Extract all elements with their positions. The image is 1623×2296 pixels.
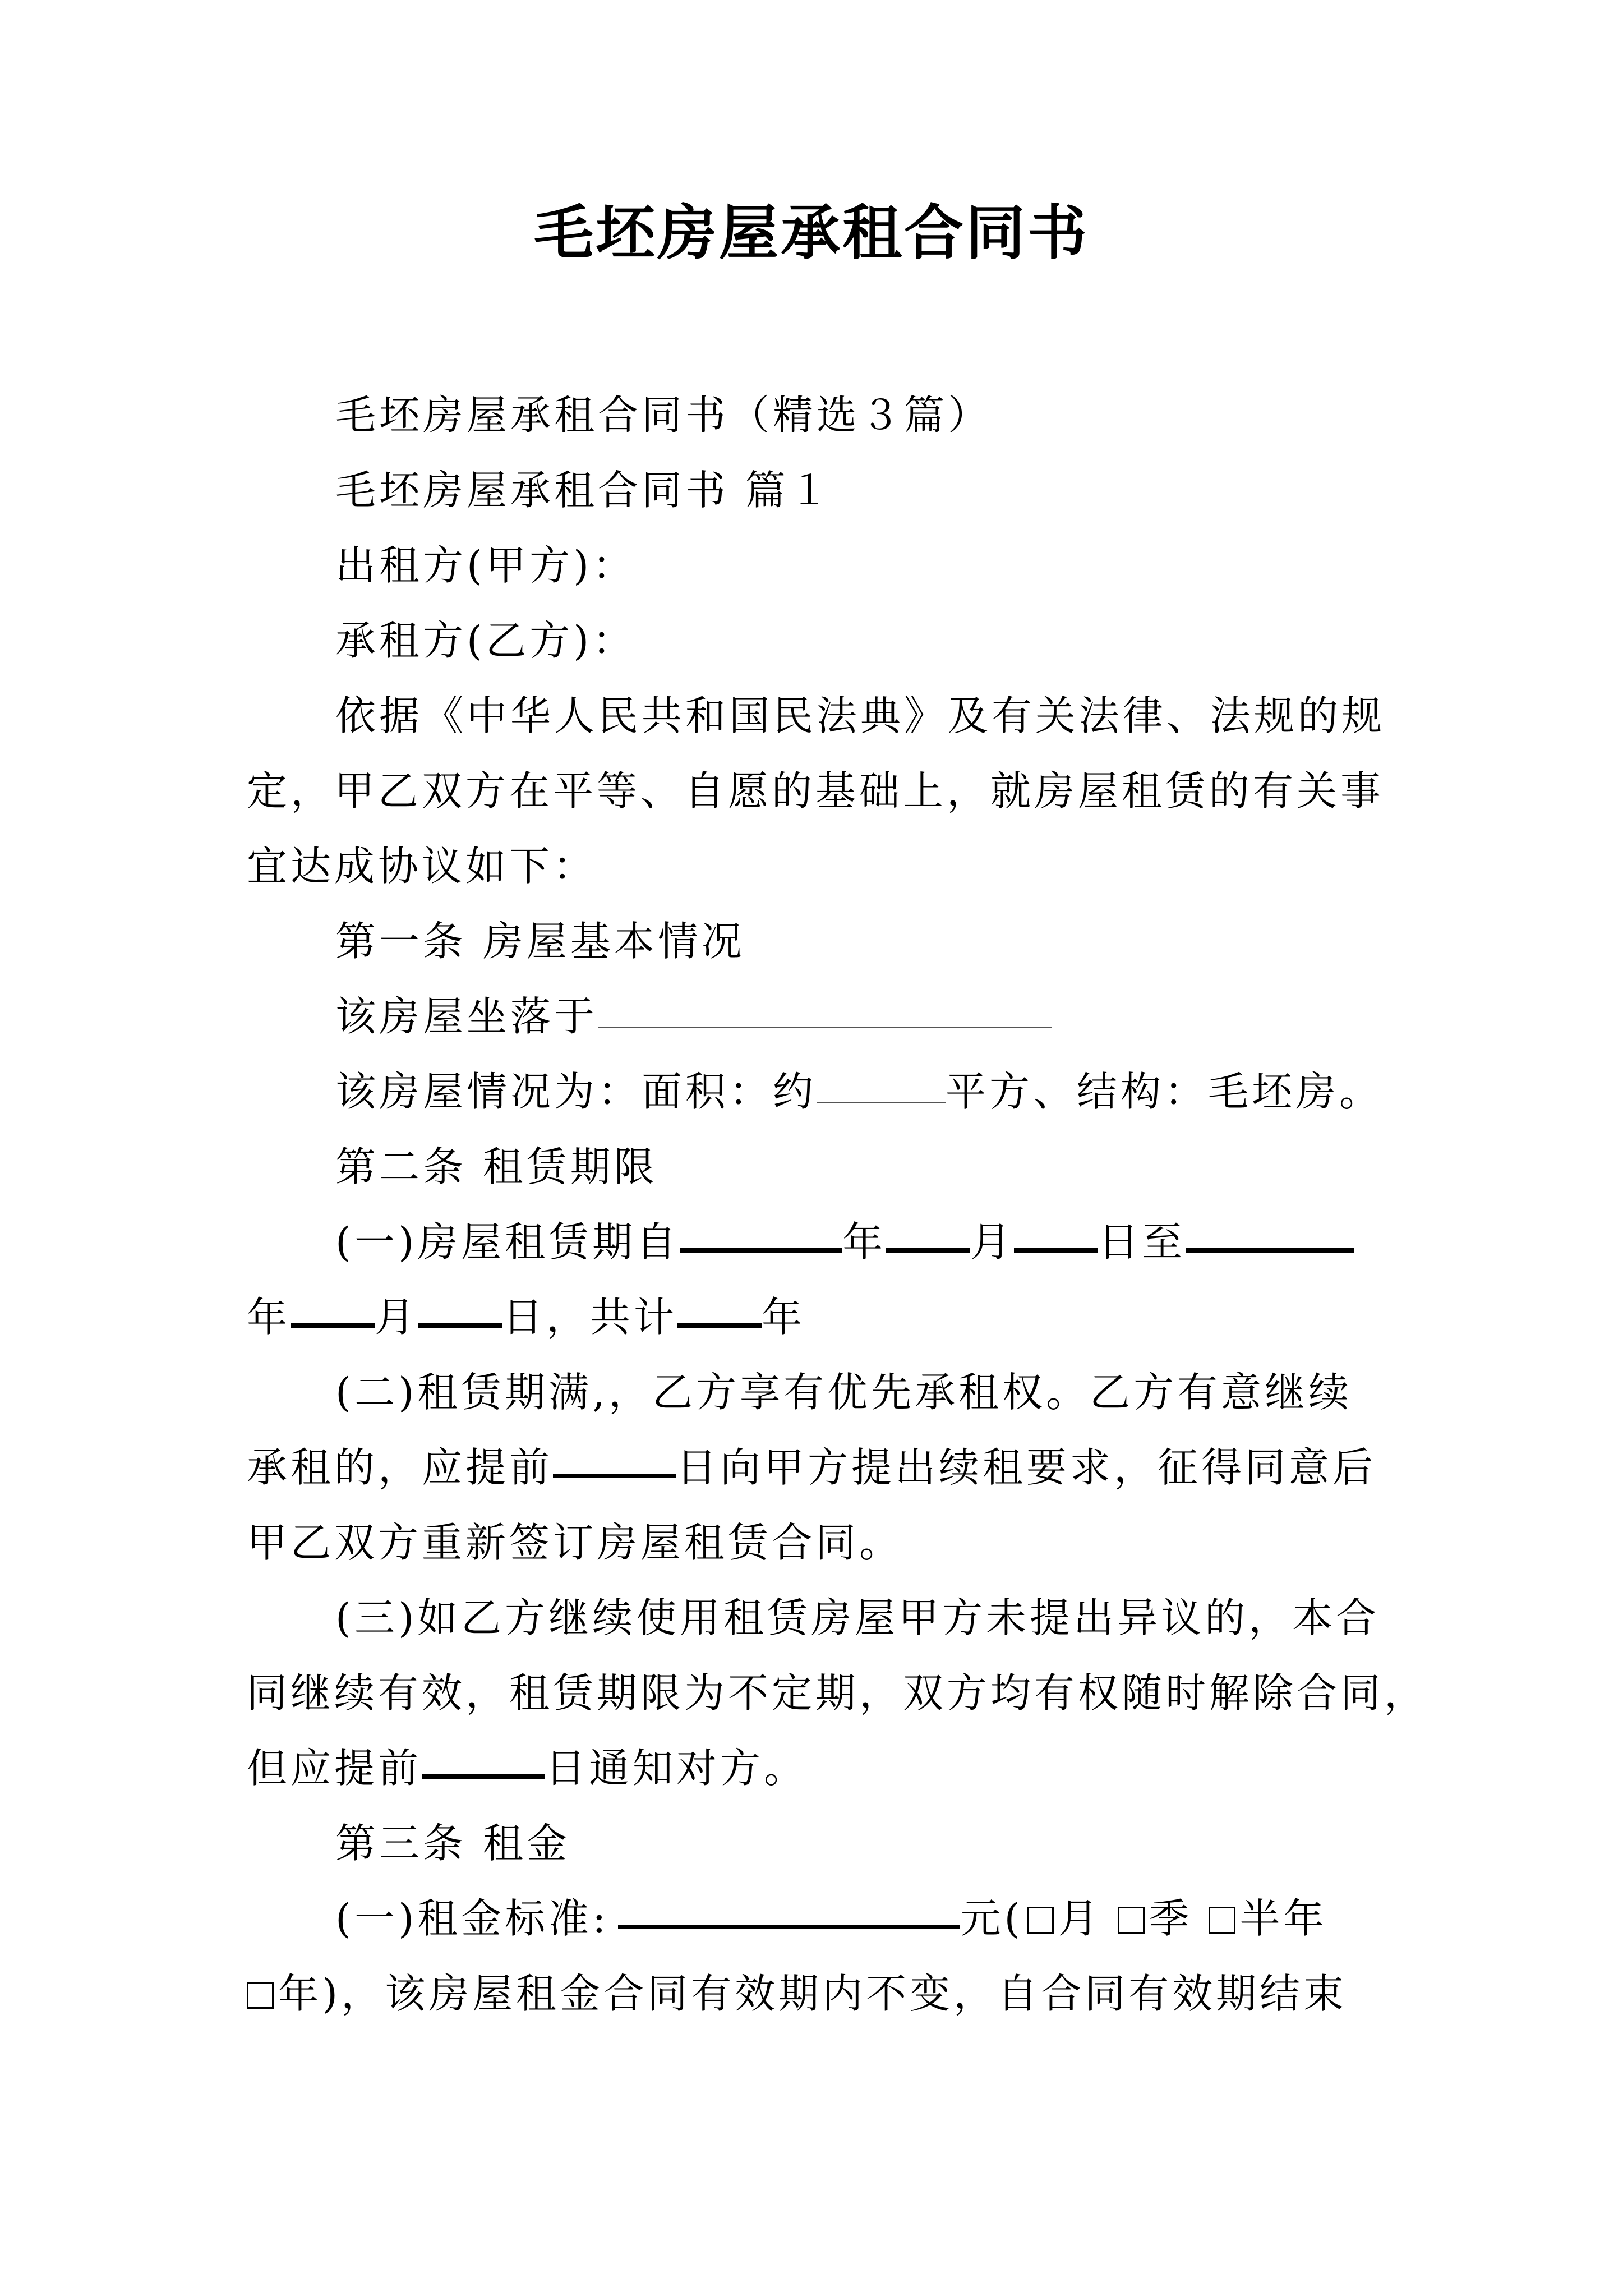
year-text: 年: [762, 1294, 806, 1341]
location-label: 该房屋坐落于: [335, 993, 598, 1040]
section-heading: 毛坯房屋承租合同书 篇１: [335, 467, 833, 514]
total-text: 日，共计: [502, 1294, 678, 1341]
lessor-label: 出租方(甲方)：: [335, 542, 637, 589]
paragraph-line: 定，甲乙双方在平等、自愿的基础上，就房屋租赁的有关事: [247, 767, 1385, 815]
area-blank: [817, 1102, 946, 1103]
paragraph-line: (三)如乙方继续使用租赁房屋甲方未提出异议的，本合: [335, 1594, 1380, 1641]
renewal-days-blank: [553, 1474, 676, 1478]
checkbox-label: 季: [1149, 1895, 1193, 1942]
year-text: 年: [842, 1218, 887, 1266]
location-blank: [598, 1027, 1052, 1028]
rent-text: 年)，该房屋租金合同有效期内不变，自合同有效期结束: [278, 1970, 1348, 2017]
month-text: 月: [970, 1218, 1015, 1266]
paragraph-line: 依据《中华人民共和国民法典》及有关法律、法规的规: [335, 692, 1386, 739]
area-label: 该房屋情况为：面积：约: [335, 1068, 817, 1115]
year-text: 年: [247, 1294, 291, 1341]
renewal-text: 日向甲方提出续租要求，征得同意后: [676, 1444, 1377, 1491]
paragraph-line: 同继续有效，租赁期限为不定期，双方均有权随时解除合同，: [247, 1669, 1428, 1717]
rent-label: (一)租金标准:: [335, 1895, 610, 1942]
checkbox-quarter[interactable]: [1118, 1907, 1145, 1934]
end-year-blank: [1186, 1248, 1354, 1253]
month-text: 月: [375, 1294, 419, 1341]
checkbox-label: 半年: [1239, 1895, 1327, 1942]
paragraph-line: [335, 1890, 1327, 1947]
paragraph-line: [335, 1214, 1354, 1270]
paragraph-line: 甲乙双方重新签订房屋租赁合同。: [247, 1519, 903, 1566]
paragraph-line: [247, 1966, 1347, 2022]
currency-text: 元(: [960, 1895, 1023, 1942]
article-heading: 第二条 租赁期限: [335, 1143, 658, 1190]
total-years-blank: [677, 1323, 762, 1328]
structure-text: 平方、结构：毛坯房。: [946, 1068, 1384, 1115]
paragraph-line: [247, 1740, 808, 1796]
start-month-blank: [886, 1248, 970, 1253]
start-year-blank: [680, 1248, 842, 1253]
lease-term-label: (一)房屋租赁期自: [335, 1218, 680, 1266]
article-heading: 第一条 房屋基本情况: [335, 918, 745, 965]
checkbox-month[interactable]: [1027, 1907, 1054, 1934]
notice-text: 日通知对方。: [545, 1745, 808, 1792]
notice-days-blank: [422, 1774, 545, 1779]
paragraph-line: [247, 1289, 805, 1345]
paragraph-line: [247, 1439, 1376, 1496]
paragraph-line: (二)租赁期满,，乙方享有优先承租权。乙方有意继续: [335, 1369, 1353, 1416]
document-subtitle: 毛坯房屋承租合同书（精选３篇）: [335, 392, 992, 439]
rent-amount-blank: [618, 1925, 960, 1929]
end-day-blank: [418, 1323, 502, 1328]
paragraph-line: [335, 988, 1052, 1045]
renewal-text: 承租的，应提前: [247, 1444, 554, 1491]
lessee-label: 承租方(乙方)：: [335, 617, 637, 664]
end-month-blank: [291, 1323, 375, 1328]
start-day-blank: [1014, 1248, 1098, 1253]
day-to-text: 日至: [1098, 1218, 1186, 1266]
notice-text: 但应提前: [247, 1745, 422, 1792]
document-title: 毛坯房屋承租合同书: [534, 197, 1089, 268]
checkbox-year[interactable]: [247, 1982, 274, 2009]
checkbox-half-year[interactable]: [1209, 1907, 1235, 1934]
paragraph-line: [335, 1064, 1383, 1120]
paragraph-line: 宜达成协议如下：: [247, 843, 597, 890]
article-heading: 第三条 租金: [335, 1820, 570, 1867]
checkbox-label: 月: [1058, 1895, 1102, 1942]
